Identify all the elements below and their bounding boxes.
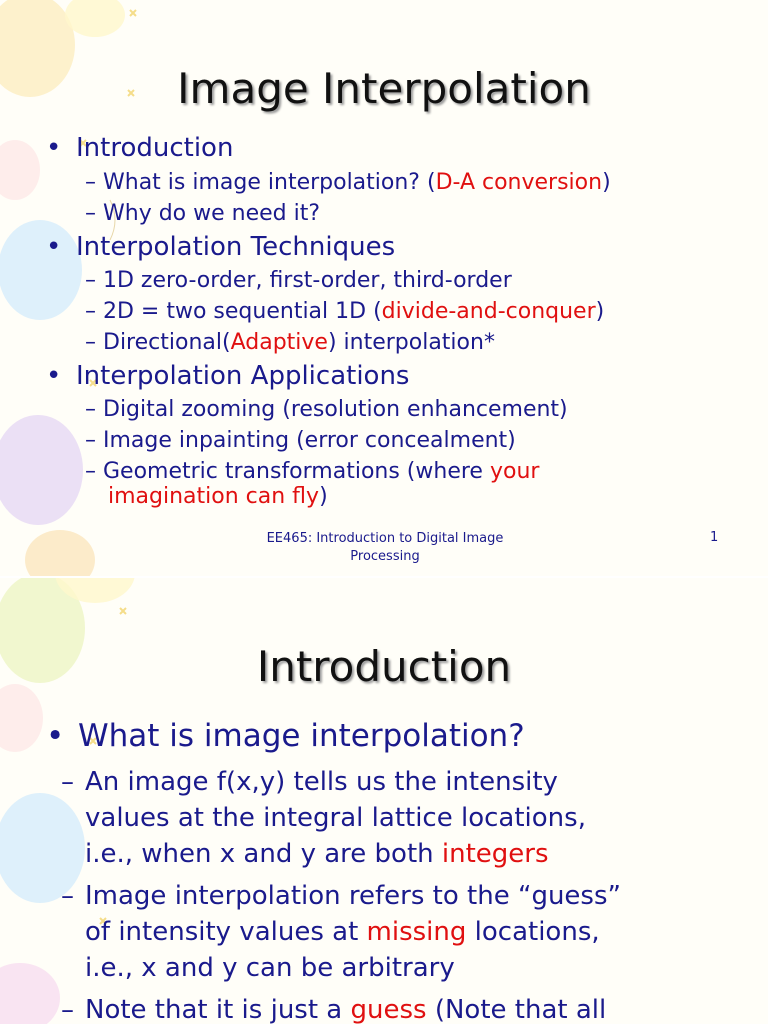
subitem-line (85, 800, 735, 836)
subitem-line (85, 992, 735, 1024)
subitem (85, 459, 539, 484)
dash: – (61, 995, 74, 1024)
dash: – (85, 299, 103, 324)
dash: – (61, 881, 74, 911)
highlight-text: your (489, 459, 540, 484)
subitem-text: Directional( (103, 330, 231, 355)
subitem (85, 299, 604, 324)
subitem-text: An image f(x,y) tells us the intensity (85, 767, 558, 797)
subitem-line (85, 950, 735, 986)
subitem-text: Image interpolation refers to the “guess” (85, 881, 621, 911)
slide-footer: EE465: Introduction to Digital Image Processing (266, 531, 504, 564)
bullet-label: What is image interpolation? (78, 718, 525, 754)
subitem (85, 170, 611, 195)
subitem-text: ) (319, 484, 328, 509)
highlight-text: integers (441, 839, 549, 869)
dash: – (85, 459, 103, 484)
slide-title: Image Interpolation (177, 64, 591, 113)
bullet-interpolation-techniques (46, 232, 396, 262)
subitem-text: ) interpolation* (327, 330, 495, 355)
slide-2 (0, 578, 768, 1024)
subitem-text: of intensity values at (85, 917, 367, 947)
subitem (85, 330, 495, 355)
highlight-text: Adaptive (230, 330, 328, 355)
subitem-text: ) (602, 170, 611, 195)
highlight-text: D-A conversion (435, 170, 603, 195)
dash: – (85, 397, 103, 422)
subitem-text: values at the integral lattice locations, (85, 803, 586, 833)
subitem-text: i.e., when x and y are both (85, 839, 442, 869)
subitem-line (85, 764, 735, 800)
bullet-introduction (46, 133, 234, 163)
dash: – (85, 201, 103, 226)
bullet-label: Introduction (76, 133, 234, 163)
subitem (85, 268, 512, 293)
dash: – (85, 268, 103, 293)
subitem-line (85, 914, 735, 950)
dash: – (85, 330, 103, 355)
subitem-text: Image inpainting (error concealment) (103, 428, 516, 453)
bullet-dot-icon: • (46, 133, 62, 163)
subitem (61, 764, 735, 872)
slide-title: Introduction (256, 642, 512, 691)
bullet-label: Interpolation Techniques (76, 232, 396, 262)
bullet-dot-icon: • (46, 232, 62, 262)
subitem-text: ) (595, 299, 605, 324)
subitem-text: Digital zooming (resolution enhancement) (103, 397, 568, 422)
subitem (61, 878, 735, 986)
subitem-line (85, 836, 735, 872)
bullet-what-is-interpolation (46, 718, 525, 754)
dash: – (85, 170, 103, 195)
bullet-dot-icon: • (46, 361, 62, 391)
page-number: 1 (710, 530, 719, 545)
subitem (85, 201, 320, 226)
bullet-interpolation-applications (46, 361, 410, 391)
subitem-continuation (108, 484, 328, 509)
bullet-dot-icon: • (46, 718, 65, 754)
subitem (61, 992, 735, 1024)
highlight-text: imagination can fly (108, 484, 320, 509)
subitem-text: 2D = two sequential 1D ( (103, 299, 382, 324)
subitem-text: locations, (466, 917, 600, 947)
subitem-text: i.e., x and y can be arbitrary (85, 953, 455, 983)
highlight-text: missing (366, 917, 467, 947)
dash: – (61, 767, 74, 797)
subitem-text: 1D zero-order, first-order, third-order (103, 268, 512, 293)
highlight-text: guess (350, 995, 427, 1024)
subitem-text: Why do we need it? (103, 201, 321, 226)
bullet-label: Interpolation Applications (76, 361, 410, 391)
dash: – (85, 428, 103, 453)
subitem-text: (Note that all (426, 995, 607, 1024)
subitem (85, 428, 516, 453)
subitem (85, 397, 568, 422)
subitem-line (85, 878, 735, 914)
subitem-text: What is image interpolation? ( (103, 170, 436, 195)
subitem-text: Geometric transformations (where (103, 459, 490, 484)
highlight-text: divide-and-conquer (381, 299, 596, 324)
subitem-text: Note that it is just a (85, 995, 351, 1024)
